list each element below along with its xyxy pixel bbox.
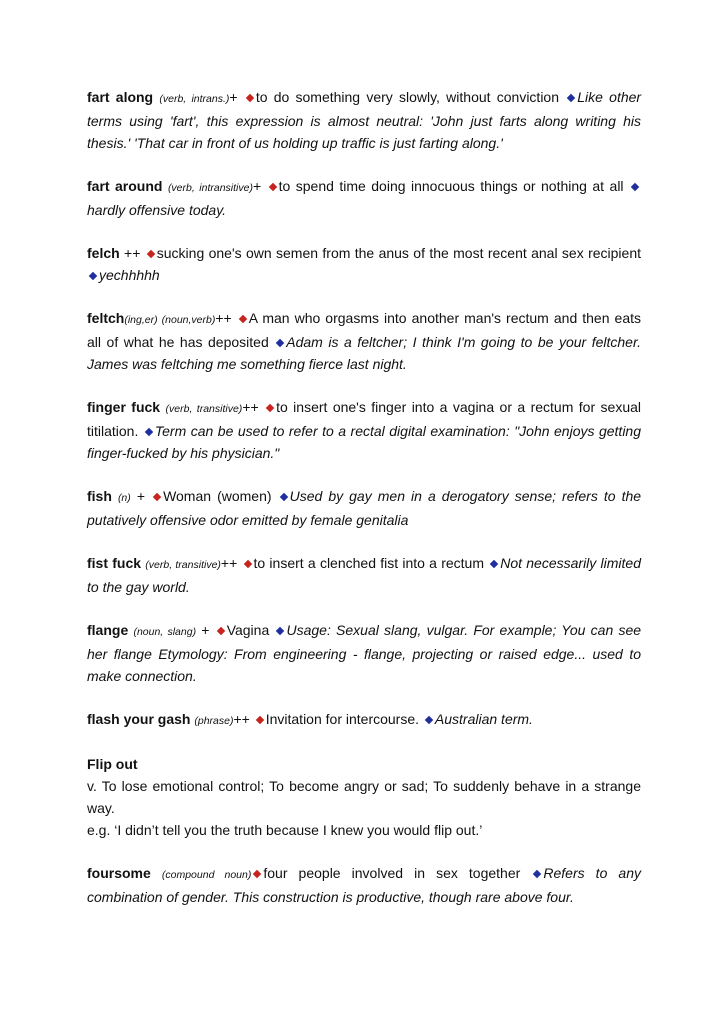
entry-flange [87, 619, 641, 687]
entry-definition: Woman (women) [163, 488, 272, 504]
usage-bullet-icon [533, 870, 541, 878]
entry-term: fart along [87, 89, 154, 105]
definition-bullet-icon [268, 183, 276, 191]
definition-bullet-icon [253, 870, 261, 878]
entry-grammar: (phrase) [194, 715, 234, 727]
entry-term: felch [87, 245, 120, 261]
entry-term: fart around [87, 178, 163, 194]
entry-grammar: (ing,er) (noun,verb) [124, 314, 216, 326]
entry-grammar: (n) [117, 492, 131, 504]
entry-fish [87, 485, 641, 531]
usage-bullet-icon [279, 493, 287, 501]
entry-term: Flip out [87, 756, 138, 772]
entry-mark: + [201, 622, 210, 638]
entry-mark: + [136, 488, 146, 504]
entry-finger-fuck [87, 396, 641, 464]
entry-usage: Adam is a feltcher; I think I'm going to be your feltcher. James was feltching me something fierce last night. [87, 334, 641, 372]
entry-term: finger fuck [87, 399, 161, 415]
entry-definition: to spend time doing innocuous things or nothing at all [278, 178, 624, 194]
entry-definition: four people involved in sex together [263, 865, 521, 881]
entry-grammar: (verb, transitive) [165, 403, 243, 415]
entry-definition: Vagina [226, 622, 270, 638]
entry-term: flange [87, 622, 129, 638]
entry-foursome [87, 862, 641, 908]
entry-definition: to do something very slowly, without conviction [255, 89, 560, 105]
entry-flip-out [87, 753, 641, 841]
entry-usage: Not necessarily limited to the gay world. [87, 555, 641, 595]
entry-felch [87, 242, 641, 286]
entry-term: foursome [87, 865, 151, 881]
entry-mark: ++ [220, 555, 238, 571]
entry-grammar: (compound noun) [161, 869, 252, 881]
entry-definition: v. To lose emotional control; To become angry or sad; To suddenly behave in a strange way. [87, 778, 641, 816]
entry-usage: Used by gay men in a derogatory sense; refers to the putatively offensive odor emitted by female genitalia [87, 488, 642, 528]
definition-bullet-icon [266, 404, 274, 412]
entry-mark: + [229, 89, 238, 105]
entry-mark: ++ [215, 310, 232, 326]
entry-term: fish [87, 488, 112, 504]
entry-usage: Refers to any combination of gender. This construction is productive, though rare above four. [87, 865, 641, 905]
entry-definition: Invitation for intercourse. [265, 711, 420, 727]
entry-feltch [87, 307, 641, 375]
entry-definition: to insert one's finger into a vagina or a rectum for sexual titilation. [87, 399, 641, 439]
entry-term: feltch [87, 310, 125, 326]
entry-grammar: (verb, intransitive) [167, 182, 253, 194]
entry-usage: Term can be used to refer to a rectal digital examination: "John enjoys getting finger-fucked by his physician." [87, 423, 641, 461]
entry-fart-along [87, 86, 641, 154]
usage-bullet-icon [425, 716, 433, 724]
entry-usage: yechhhhh [99, 267, 160, 283]
definition-bullet-icon [216, 627, 224, 635]
entry-definition: A man who orgasms into another man's rectum and then eats all of what he has deposited [87, 310, 641, 350]
definition-bullet-icon [239, 315, 247, 323]
usage-bullet-icon [490, 560, 498, 568]
entry-grammar: (noun, slang) [133, 626, 197, 638]
entry-term: fist fuck [87, 555, 142, 571]
entry-example: e.g. ‘I didn’t tell you the truth because I knew you would flip out.’ [87, 822, 483, 838]
usage-bullet-icon [631, 183, 639, 191]
entry-term: flash your gash [87, 711, 191, 727]
usage-bullet-icon [276, 627, 284, 635]
entry-fist-fuck [87, 552, 641, 598]
entry-usage: Usage: Sexual slang, vulgar. For example; You can see her flange Etymology: From engineering - flange, projecting or raised edge... used to make connection. [87, 622, 642, 684]
entry-usage: Australian term. [434, 711, 533, 727]
definition-bullet-icon [255, 716, 263, 724]
definition-bullet-icon [153, 493, 161, 501]
entry-mark: ++ [124, 245, 141, 261]
entry-fart-around [87, 175, 641, 221]
entry-grammar: (verb, intrans.) [159, 93, 230, 105]
entry-mark: + [252, 178, 262, 194]
entry-grammar: (verb, transitive) [145, 559, 221, 571]
entry-flash-your-gash [87, 708, 641, 732]
usage-bullet-icon [276, 339, 284, 347]
definition-bullet-icon [243, 560, 251, 568]
definition-bullet-icon [246, 94, 254, 102]
usage-bullet-icon [567, 94, 575, 102]
usage-bullet-icon [89, 272, 97, 280]
entry-usage: Like other terms using 'fart', this expression is almost neutral: 'John just farts along writing his thesis.' 'That car in front of us holding up traffic is just farting along.' [87, 89, 642, 151]
definition-bullet-icon [147, 250, 155, 258]
usage-bullet-icon [145, 428, 153, 436]
entry-mark: ++ [242, 399, 259, 415]
entry-definition: sucking one's own semen from the anus of the most recent anal sex recipient [156, 245, 641, 261]
entry-definition: to insert a clenched fist into a rectum [253, 555, 484, 571]
entry-usage: hardly offensive today. [87, 202, 227, 218]
entry-mark: ++ [233, 711, 250, 727]
